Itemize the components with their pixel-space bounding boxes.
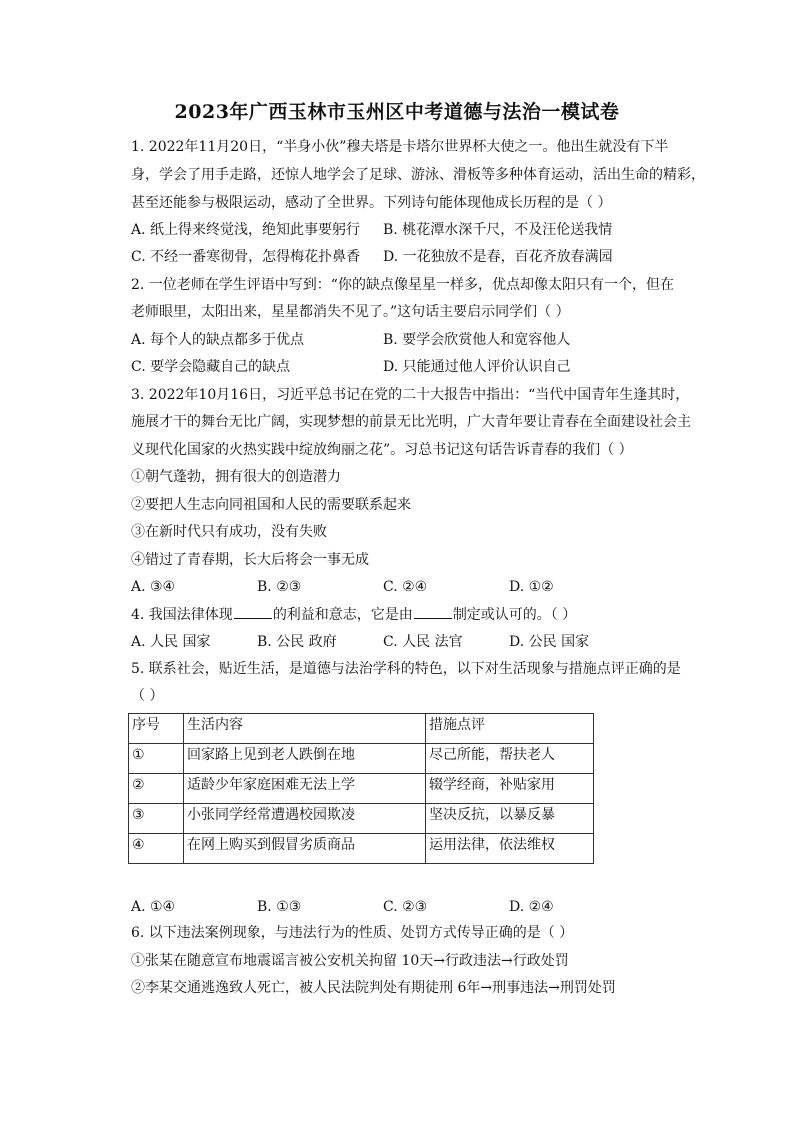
q4-option-a: A. 人民 国家 [131, 634, 211, 650]
q1-option-b: B. 桃花潭水深千尺，不及汪伦送我情 [383, 222, 613, 238]
table-cell: 小张同学经常遭遇校园欺凌 [184, 804, 426, 834]
q1-option-c: C. 不经一番寒彻骨，怎得梅花扑鼻香 [131, 249, 361, 265]
q5-line-1: 5. 联系社会，贴近生活，是道德与法治学科的特色，以下对生活现象与措施点评正确的是 [131, 661, 681, 677]
q4-stem-part-1: 4. 我国法律体现 [131, 607, 233, 623]
table-row [129, 804, 594, 834]
q1-line-1: 1. 2022年11月20日，“半身小伙”穆夫塔是卡塔尔世界杯大使之一。他出生就没有下半 [131, 139, 669, 155]
q3-line-3: 义现代化国家的火热实践中绽放绚丽之花”。习总书记这句话告诉青春的我们（ ） [131, 442, 633, 458]
q3-option-c: C. ②④ [383, 579, 428, 595]
q3-item-4: ④错过了青春期，长大后将会一事无成 [131, 552, 369, 568]
q3-item-1: ①朝气蓬勃，拥有很大的创造潜力 [131, 469, 341, 485]
table-cell: 运用法律，依法维权 [426, 834, 594, 864]
q5-option-a: A. ①④ [131, 899, 176, 915]
q2-option-a: A. 每个人的缺点都多于优点 [131, 332, 305, 348]
q2-option-c: C. 要学会隐藏自己的缺点 [131, 359, 291, 375]
q3-option-a: A. ③④ [131, 579, 176, 595]
table-cell: 适龄少年家庭困难无法上学 [184, 774, 426, 804]
q2-line-2: 老师眼里，太阳出来，星星都消失不见了。”这句话主要启示同学们（ ） [131, 304, 570, 320]
q3-line-2: 施展才干的舞台无比广阔，实现梦想的前景无比光明，广大青年要让青春在全面建设社会主 [131, 414, 691, 430]
table-cell: ② [129, 774, 184, 804]
q4-stem-part-3: 制定或认可的。（ ） [452, 607, 577, 623]
q6-line-2: ①张某在随意宣布地震谣言被公安机关拘留 10天→行政违法→行政处罚 [131, 953, 569, 969]
table-header-cell: 生活内容 [184, 714, 426, 744]
q4-blank-1 [234, 604, 272, 619]
q4-option-b: B. 公民 政府 [257, 634, 337, 650]
table-row [129, 834, 594, 864]
table-cell: 尽己所能，帮扶老人 [426, 744, 594, 774]
q4-option-d: D. 公民 国家 [509, 634, 590, 650]
q5-line-2: （ ） [131, 688, 164, 704]
table-cell: 在网上购买到假冒劣质商品 [184, 834, 426, 864]
table-header-cell: 序号 [129, 714, 184, 744]
table-cell: 回家路上见到老人跌倒在地 [184, 744, 426, 774]
q3-item-3: ③在新时代只有成功，没有失败 [131, 524, 327, 540]
q4-blank-2 [414, 604, 452, 619]
table-cell: 辍学经商，补贴家用 [426, 774, 594, 804]
table-cell: ① [129, 744, 184, 774]
q6-line-1: 6. 以下违法案例现象，与违法行为的性质、处罚方式传导正确的是（ ） [131, 925, 574, 941]
q4-stem [131, 604, 576, 625]
q3-line-1: 3. 2022年10月16日，习近平总书记在党的二十大报告中指出：“当代中国青年生逢其时， [131, 387, 690, 403]
table-cell: 坚决反抗，以暴反暴 [426, 804, 594, 834]
q4-stem-part-2: 的利益和意志，它是由 [272, 607, 413, 623]
table-header-row [129, 714, 594, 744]
q4-option-c: C. 人民 法官 [383, 634, 463, 650]
q2-option-d: D. 只能通过他人评价认识自己 [383, 359, 571, 375]
table-row [129, 744, 594, 774]
table-cell: ④ [129, 834, 184, 864]
q2-line-1: 2. 一位老师在学生评语中写到：“你的缺点像星星一样多，优点却像太阳只有一个，但在 [131, 277, 674, 293]
q1-option-d: D. 一花独放不是春，百花齐放春满园 [383, 249, 613, 265]
q5-option-b: B. ①③ [257, 899, 302, 915]
q1-line-2: 身，学会了用手走路，还惊人地学会了足球、游泳、滑板等多种体育运动，活出生命的精彩， [131, 167, 705, 183]
table-cell: ③ [129, 804, 184, 834]
q5-table [128, 713, 594, 864]
q2-option-b: B. 要学会欣赏他人和宽容他人 [383, 332, 571, 348]
q5-option-d: D. ②④ [509, 899, 554, 915]
q3-item-2: ②要把人生志向同祖国和人民的需要联系起来 [131, 497, 411, 513]
q1-line-3: 甚至还能参与极限运动，感动了全世界。下列诗句能体现他成长历程的是（ ） [131, 195, 612, 211]
q5-option-c: C. ②③ [383, 899, 428, 915]
q1-option-a: A. 纸上得来终觉浅，绝知此事要躬行 [131, 222, 361, 238]
table-header-cell: 措施点评 [426, 714, 594, 744]
q3-option-d: D. ①② [509, 579, 554, 595]
q3-option-b: B. ②③ [257, 579, 302, 595]
table-row [129, 774, 594, 804]
page-title: 2023年广西玉林市玉州区中考道德与法治一模试卷 [174, 101, 620, 123]
q6-line-3: ②李某交通逃逸致人死亡，被人民法院判处有期徒刑 6年→刑事违法→刑罚处罚 [131, 980, 616, 996]
